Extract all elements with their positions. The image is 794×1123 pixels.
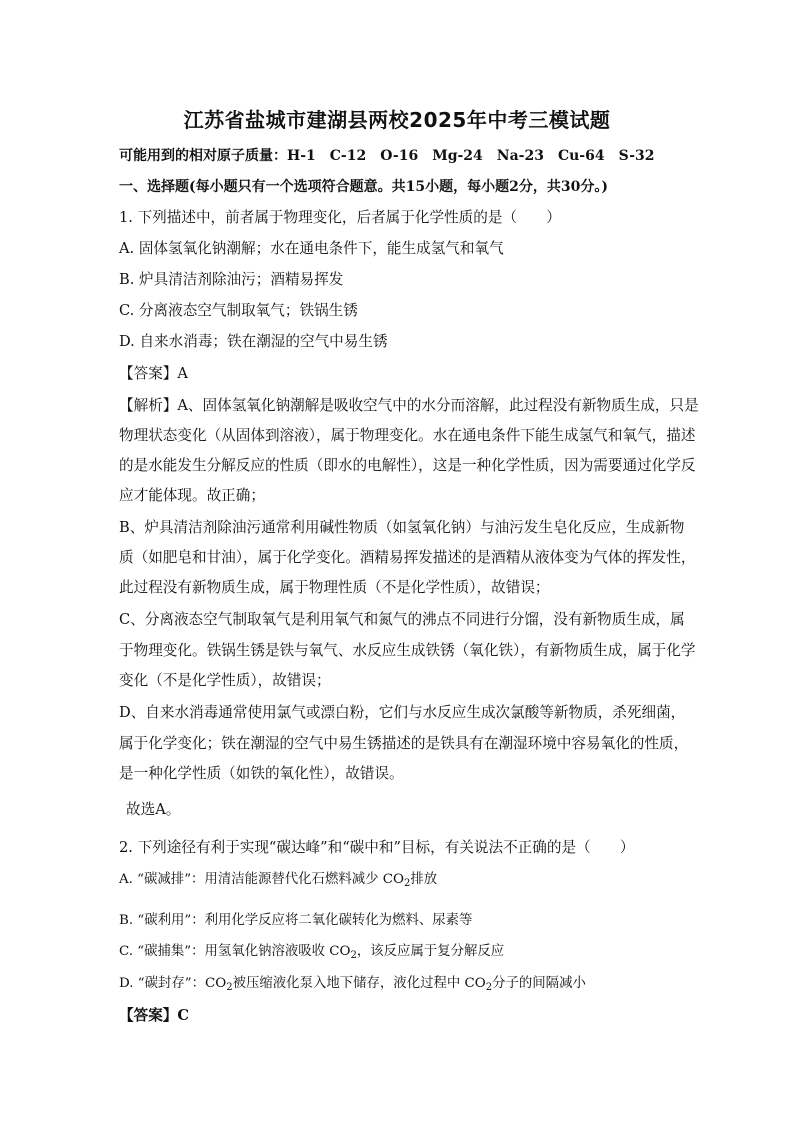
q1-analysis-line: 的是水能发生分解反应的性质（即水的电解性），这是一种化学性质，因为需要通过化学反 bbox=[119, 457, 696, 474]
q1-analysis-line: 是一种化学性质（如铁的氧化性），故错误。 bbox=[119, 765, 404, 782]
q2-option-d: D. “碳封存”：$CO_2$被压缩液化泵入地下储存，液化过程中 $CO_2$分子的间隔减小 bbox=[119, 976, 586, 993]
q1-option-b: B. 炉具清洁剂除油污；酒精易挥发 bbox=[119, 271, 344, 288]
q1-analysis-line: 【解析】A、固体氢氧化钠潮解是吸收空气中的水分而溶解，此过程没有新物质生成，只是 bbox=[119, 397, 699, 414]
q2-option-b: B. “碳利用”：利用化学反应将二氧化碳转化为燃料、尿素等 bbox=[119, 913, 473, 928]
question-2-stem: 2. 下列途径有利于实现“碳达峰”和“碳中和”目标，有关说法不正确的是（ ） bbox=[119, 839, 635, 856]
q1-option-a: A. 固体氢氧化钠潮解；水在通电条件下，能生成氢气和氧气 bbox=[119, 240, 504, 257]
q1-analysis-line: 质（如肥皂和甘油），属于化学变化。酒精易挥发描述的是酒精从液体变为气体的挥发性， bbox=[119, 549, 696, 566]
section-heading: 一、选择题(每小题只有一个选项符合题意。共15小题，每小题2分，共30分。) bbox=[119, 179, 608, 195]
q1-analysis-line: 物理状态变化（从固体到溶液），属于物理变化。水在通电条件下能生成氢气和氧气，描述 bbox=[119, 427, 696, 444]
q1-analysis-line: B、炉具清洁剂除油污通常利用碱性物质（如氢氧化钠）与油污发生皂化反应，生成新物 bbox=[119, 519, 685, 536]
q1-option-d: D. 自来水消毒；铁在潮湿的空气中易生锈 bbox=[119, 333, 388, 350]
q2-option-a: A. “碳减排”：用清洁能源替代化石燃料减少 $CO_2$排放 bbox=[119, 872, 438, 889]
q1-answer: 【答案】A bbox=[119, 365, 188, 382]
q2-option-c: C. “碳捕集”：用氢氧化钠溶液吸收 $CO_2$，该反应属于复分解反应 bbox=[119, 944, 505, 961]
q1-analysis-line: 属于化学变化；铁在潮湿的空气中易生锈描述的是铁具有在潮湿环境中容易氧化的性质， bbox=[119, 735, 689, 752]
question-1-stem: 1. 下列描述中，前者属于物理变化，后者属于化学性质的是（ ） bbox=[119, 209, 561, 226]
page-title: 江苏省盐城市建湖县两校2025年中考三模试题 bbox=[183, 108, 611, 132]
q1-analysis-line: 变化（不是化学性质），故错误； bbox=[119, 672, 331, 689]
q1-analysis-line: 应才能体现。故正确； bbox=[119, 487, 265, 504]
q1-analysis-line: 此过程没有新物质生成，属于物理性质（不是化学性质），故错误； bbox=[119, 579, 550, 596]
q1-analysis-line: D、自来水消毒通常使用氯气或漂白粉，它们与水反应生成次氯酸等新物质，杀死细菌， bbox=[119, 704, 686, 721]
q1-analysis-line: 于物理变化。铁锅生锈是铁与氧气、水反应生成铁锈（氧化铁），有新物质生成，属于化学 bbox=[119, 642, 696, 659]
q1-option-c: C. 分离液态空气制取氧气；铁锅生锈 bbox=[119, 302, 358, 319]
q1-analysis-line: C、分离液态空气制取氧气是利用氧气和氮气的沸点不同进行分馏，没有新物质生成，属 bbox=[119, 611, 685, 628]
q1-choice: 故选A。 bbox=[126, 801, 181, 818]
atomic-mass-line: 可能用到的相对原子质量：H-1 C-12 O-16 Mg-24 Na-23 Cu-64 S-32 bbox=[119, 148, 655, 164]
q2-answer: 【答案】C bbox=[119, 1007, 189, 1024]
